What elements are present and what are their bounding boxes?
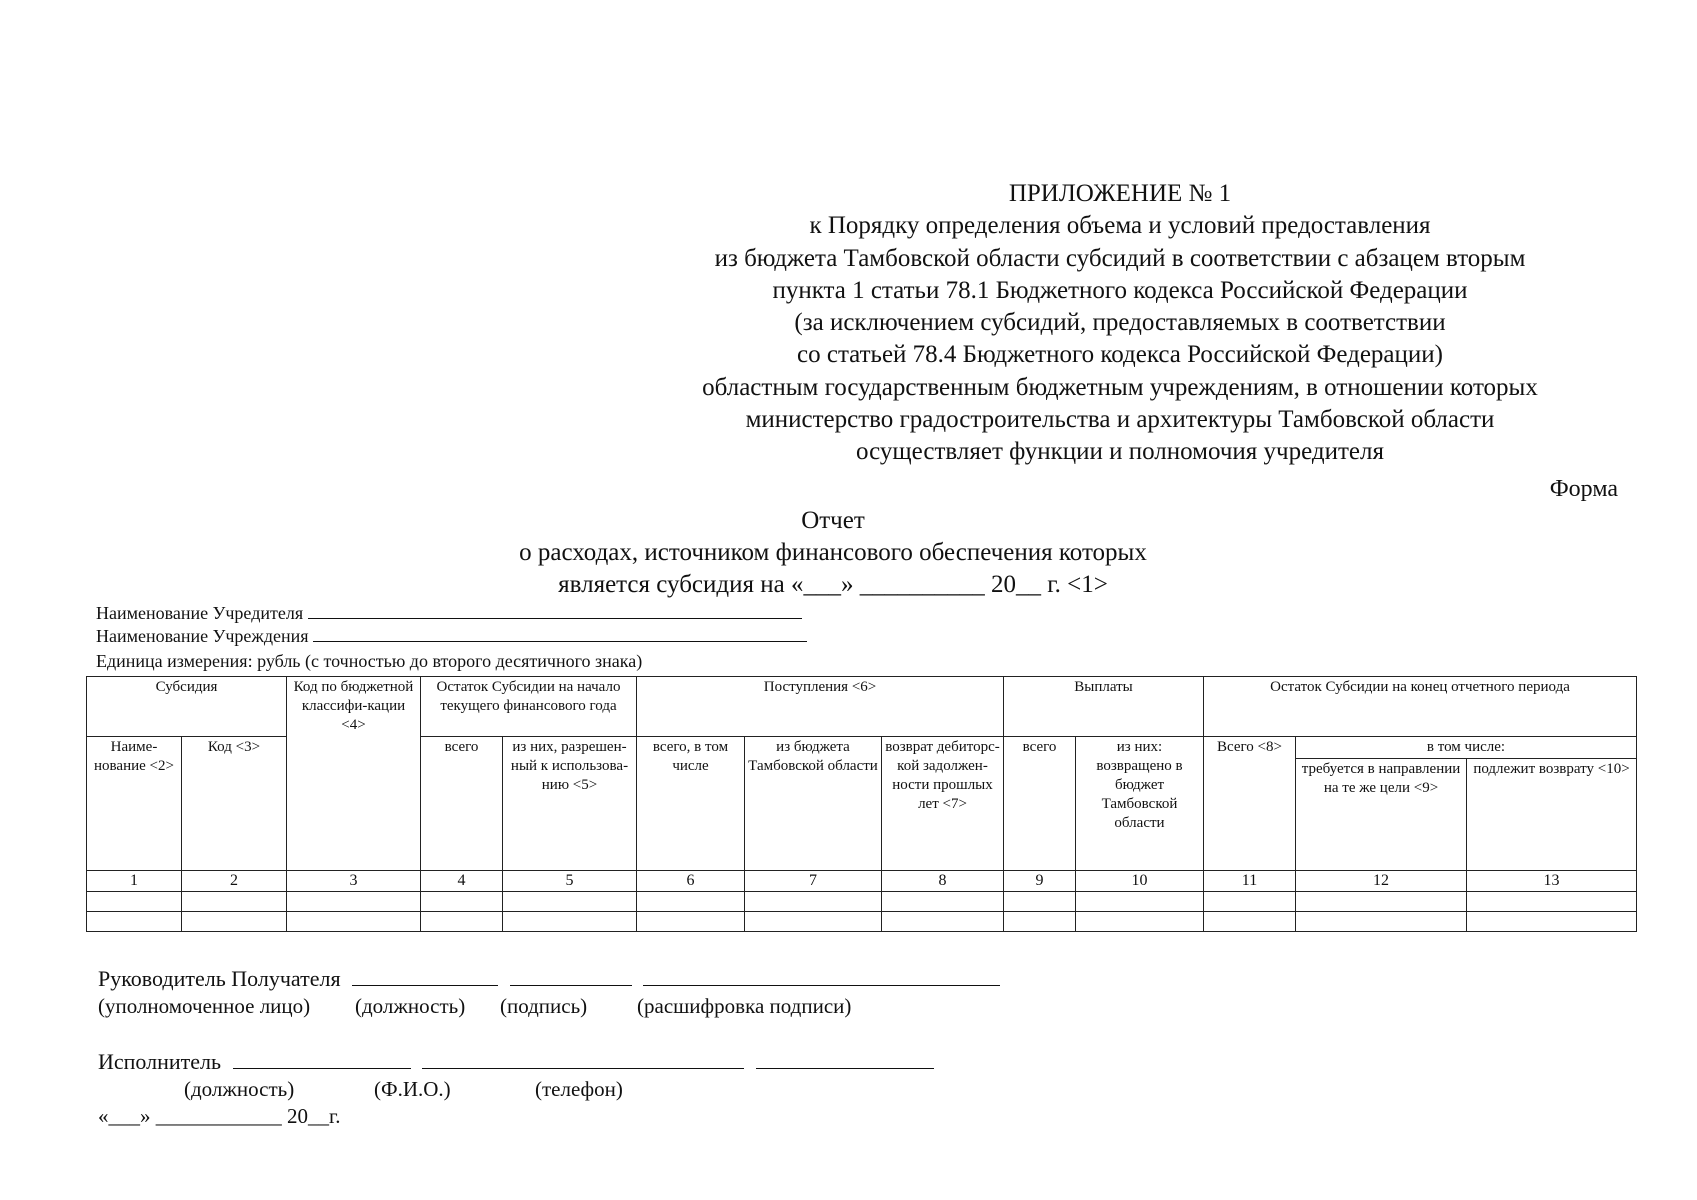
executor-sub-phone: (телефон) (535, 1077, 623, 1101)
form-label: Форма (1549, 476, 1618, 502)
table-cell[interactable] (882, 912, 1004, 932)
table-cell[interactable] (745, 912, 882, 932)
header-including: в том числе: (1296, 737, 1637, 759)
executor-phone-field[interactable] (756, 1054, 934, 1069)
header-to-return: подлежит возврату <10> (1467, 759, 1637, 871)
column-number: 13 (1467, 871, 1637, 892)
table-cell[interactable] (1004, 912, 1076, 932)
unit-label: Единица измерения: рубль (с точностью до второго десятичного знака) (96, 651, 643, 671)
founder-row (96, 603, 802, 624)
table-cell[interactable] (87, 892, 182, 912)
head-signature-row (98, 966, 1000, 992)
head-signature-field[interactable] (510, 971, 632, 986)
header-subsidy: Субсидия (87, 677, 287, 737)
founder-label: Наименование Учредителя (96, 603, 304, 623)
table-cell[interactable] (882, 892, 1004, 912)
table-cell[interactable] (503, 912, 637, 932)
header-receipts-budget: из бюджета Тамбовской области (745, 737, 882, 871)
table-cell[interactable] (745, 892, 882, 912)
head-label: Руководитель Получателя (98, 966, 341, 991)
table-cell[interactable] (1296, 892, 1467, 912)
header-balance-total: всего (421, 737, 503, 871)
appendix-line: со статьей 78.4 Бюджетного кодекса Российской Федерации) (797, 341, 1443, 369)
table-cell[interactable] (1076, 892, 1204, 912)
appendix-line: осуществляет функции и полномочия учредителя (856, 438, 1384, 466)
executor-name-field[interactable] (422, 1054, 744, 1069)
table-cell[interactable] (503, 892, 637, 912)
column-numbers-row (87, 871, 1637, 892)
column-number: 6 (637, 871, 745, 892)
header-balance-allowed: из них, разрешен-ный к использова-нию <5> (503, 737, 637, 871)
header-name: Наиме-нование <2> (87, 737, 182, 871)
table-cell[interactable] (637, 892, 745, 912)
report-title-block (440, 505, 1226, 601)
table-row (87, 892, 1637, 912)
table-cell[interactable] (1467, 892, 1637, 912)
executor-position-field[interactable] (233, 1054, 411, 1069)
header-payments-total: всего (1004, 737, 1076, 871)
header-payments: Выплаты (1004, 677, 1204, 737)
appendix-line: к Порядку определения объема и условий предоставления (809, 212, 1431, 240)
table-cell[interactable] (1076, 912, 1204, 932)
appendix-title: ПРИЛОЖЕНИЕ № 1 (1008, 180, 1232, 207)
institution-field[interactable] (313, 627, 807, 642)
header-payments-returned: из них: возвращено в бюджет Тамбовской области (1076, 737, 1204, 871)
header-code: Код <3> (182, 737, 287, 871)
executor-label: Исполнитель (98, 1049, 222, 1074)
column-number: 3 (287, 871, 421, 892)
column-number: 12 (1296, 871, 1467, 892)
column-number: 5 (503, 871, 637, 892)
table-cell[interactable] (1467, 912, 1637, 932)
appendix-line: пункта 1 статьи 78.1 Бюджетного кодекса Российской Федерации (772, 276, 1468, 304)
appendix-line: областным государственным бюджетным учреждениям, в отношении которых (702, 373, 1538, 401)
signature-date: «___» ____________ 20__г. (98, 1104, 341, 1128)
table-cell[interactable] (1296, 912, 1467, 932)
column-number: 7 (745, 871, 882, 892)
header-required: требуется в направлении на те же цели <9> (1296, 759, 1467, 871)
head-sub-authorized: (уполномоченное лицо) (98, 994, 311, 1018)
table-cell[interactable] (287, 912, 421, 932)
executor-sub-name: (Ф.И.О.) (374, 1077, 451, 1101)
table-row (87, 912, 1637, 932)
report-subtitle: о расходах, источником финансового обеспечения которых (519, 539, 1147, 566)
table-cell[interactable] (421, 912, 503, 932)
column-number: 9 (1004, 871, 1076, 892)
institution-label: Наименование Учреждения (96, 626, 309, 646)
table-cell[interactable] (182, 892, 287, 912)
header-balance-end-total: Всего <8> (1204, 737, 1296, 871)
header-receipts-total: всего, в том числе (637, 737, 745, 871)
executor-sub-position: (должность) (184, 1077, 295, 1101)
head-sub-signature: (подпись) (500, 994, 588, 1018)
table-cell[interactable] (287, 892, 421, 912)
founder-field[interactable] (308, 604, 802, 619)
table-cell[interactable] (1204, 912, 1296, 932)
header-row-1 (87, 677, 1637, 737)
column-number: 11 (1204, 871, 1296, 892)
head-position-field[interactable] (352, 971, 498, 986)
column-number: 4 (421, 871, 503, 892)
appendix-line: (за исключением субсидий, предоставляемых в соответствии (794, 309, 1446, 337)
header-receipts-debt-return: возврат дебиторс-кой задолжен-ности прошлых лет <7> (882, 737, 1004, 871)
column-number: 8 (882, 871, 1004, 892)
institution-row (96, 626, 807, 647)
column-number: 1 (87, 871, 182, 892)
header-balance-start: Остаток Субсидии на начало текущего финансового года (421, 677, 637, 737)
table-cell[interactable] (421, 892, 503, 912)
column-number: 2 (182, 871, 287, 892)
head-sub-decryption: (расшифровка подписи) (637, 994, 852, 1018)
appendix-line: министерство градостроительства и архитектуры Тамбовской области (745, 406, 1495, 434)
appendix-header (620, 178, 1620, 469)
column-number: 10 (1076, 871, 1204, 892)
header-balance-end: Остаток Субсидии на конец отчетного периода (1204, 677, 1637, 737)
head-sub-position: (должность) (355, 994, 466, 1018)
table-cell[interactable] (87, 912, 182, 932)
executor-row (98, 1049, 934, 1075)
header-receipts: Поступления <6> (637, 677, 1004, 737)
header-budget-code: Код по бюджетной классифи-кации <4> (287, 677, 421, 871)
table-cell[interactable] (1004, 892, 1076, 912)
report-title: Отчет (801, 507, 865, 534)
table-cell[interactable] (182, 912, 287, 932)
report-period-line: является субсидия на «___» __________ 20__ г. <1> (558, 571, 1108, 598)
head-name-field[interactable] (643, 971, 1000, 986)
appendix-line: из бюджета Тамбовской области субсидий в соответствии с абзацем вторым (714, 244, 1526, 272)
report-table (86, 676, 1637, 932)
table-cell[interactable] (637, 912, 745, 932)
table-cell[interactable] (1204, 892, 1296, 912)
